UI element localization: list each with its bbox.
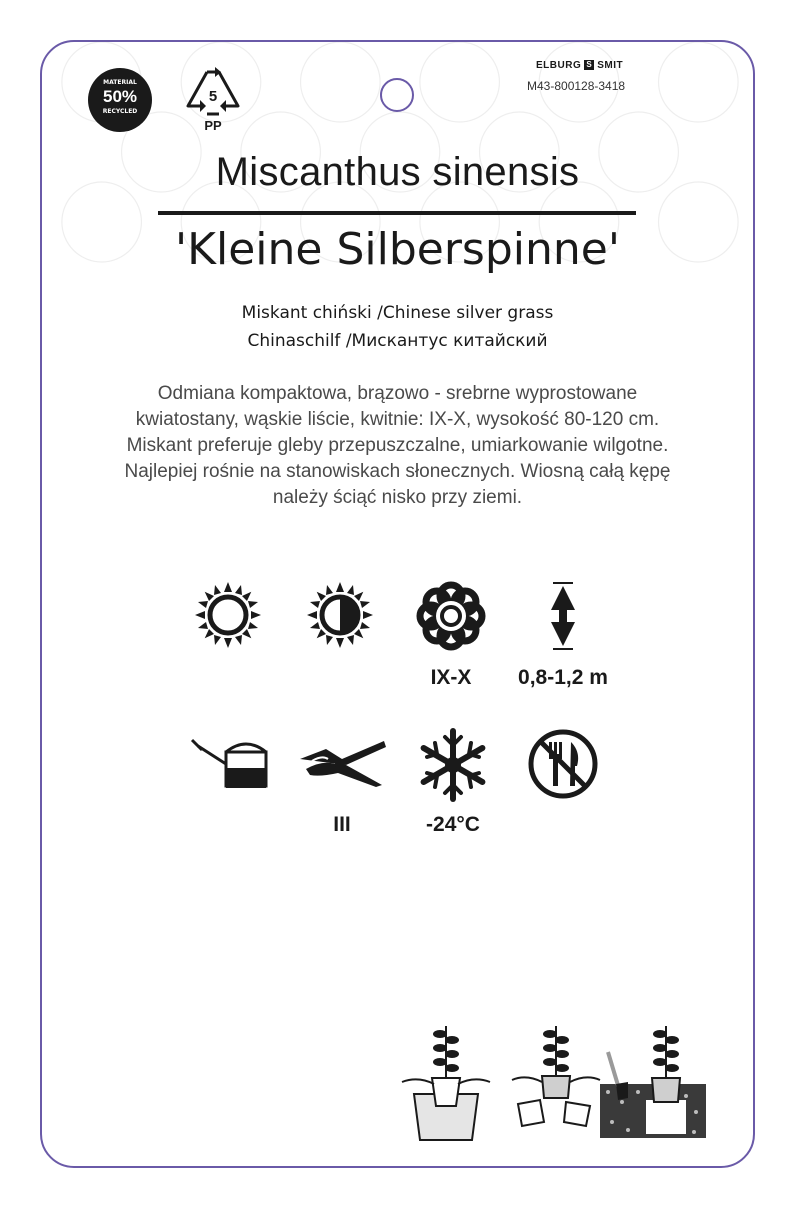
description-line: kwiatostany, wąskie liście, kwitnie: IX-X, wysokość 80-120 cm. (135, 409, 660, 430)
pruning-month-label: III (333, 813, 351, 836)
brand-logo (536, 60, 656, 71)
watering-can-icon (188, 734, 272, 790)
product-code: M43-800128-3418 (527, 79, 626, 93)
hanging-hole (380, 78, 414, 112)
pruning-shears-icon (298, 737, 388, 787)
hardiness-label: -24°C (426, 813, 480, 836)
partial-shade-icon (305, 580, 375, 650)
snowflake-icon (415, 727, 491, 803)
cultivar-name: 'Kleine Silberspinne' (175, 224, 620, 275)
plant-label-card (40, 40, 755, 1168)
pp-number: 5 (208, 88, 218, 105)
full-sun-icon (193, 580, 263, 650)
description-line: Miskant preferuje gleby przepuszczalne, umiarkowanie wilgotne. (126, 435, 669, 456)
description-line: Najlepiej rośnie na stanowiskach słonecznych. Wiosną całą kępę (124, 461, 671, 482)
common-names-line-2: Chinaschilf /Мискантус китайский (247, 331, 548, 351)
height-label: 0,8-1,2 m (518, 666, 608, 689)
brand-mark: S (584, 60, 594, 70)
badge-percent: 50% (102, 87, 138, 106)
badge-bottom-text: RECYCLED (102, 108, 138, 115)
pp-recycling-symbol (182, 64, 244, 136)
height-arrow-icon (545, 580, 581, 652)
brand-left: ELBURG (536, 60, 582, 71)
description-line: należy ściąć nisko przy ziemi. (272, 487, 523, 508)
badge-top-text: MATERIAL (103, 79, 137, 86)
plant-in-soil-step-icon (598, 1022, 708, 1140)
flowering-period-label: IX-X (430, 666, 472, 689)
latin-name: Miscanthus sinensis (215, 150, 580, 194)
flower-icon (415, 580, 487, 652)
description-line: Odmiana kompaktowa, brązowo - srebrne wyprostowane (157, 383, 638, 404)
not-edible-icon (527, 728, 599, 800)
pot-step-icon (400, 1022, 492, 1142)
common-names-line-1: Miskant chiński /Chinese silver grass (241, 303, 554, 323)
brand-right: SMIT (597, 60, 624, 71)
unpot-step-icon (510, 1022, 602, 1132)
recycled-material-badge (88, 68, 152, 132)
pp-label: PP (204, 118, 222, 133)
title-divider (158, 211, 636, 215)
